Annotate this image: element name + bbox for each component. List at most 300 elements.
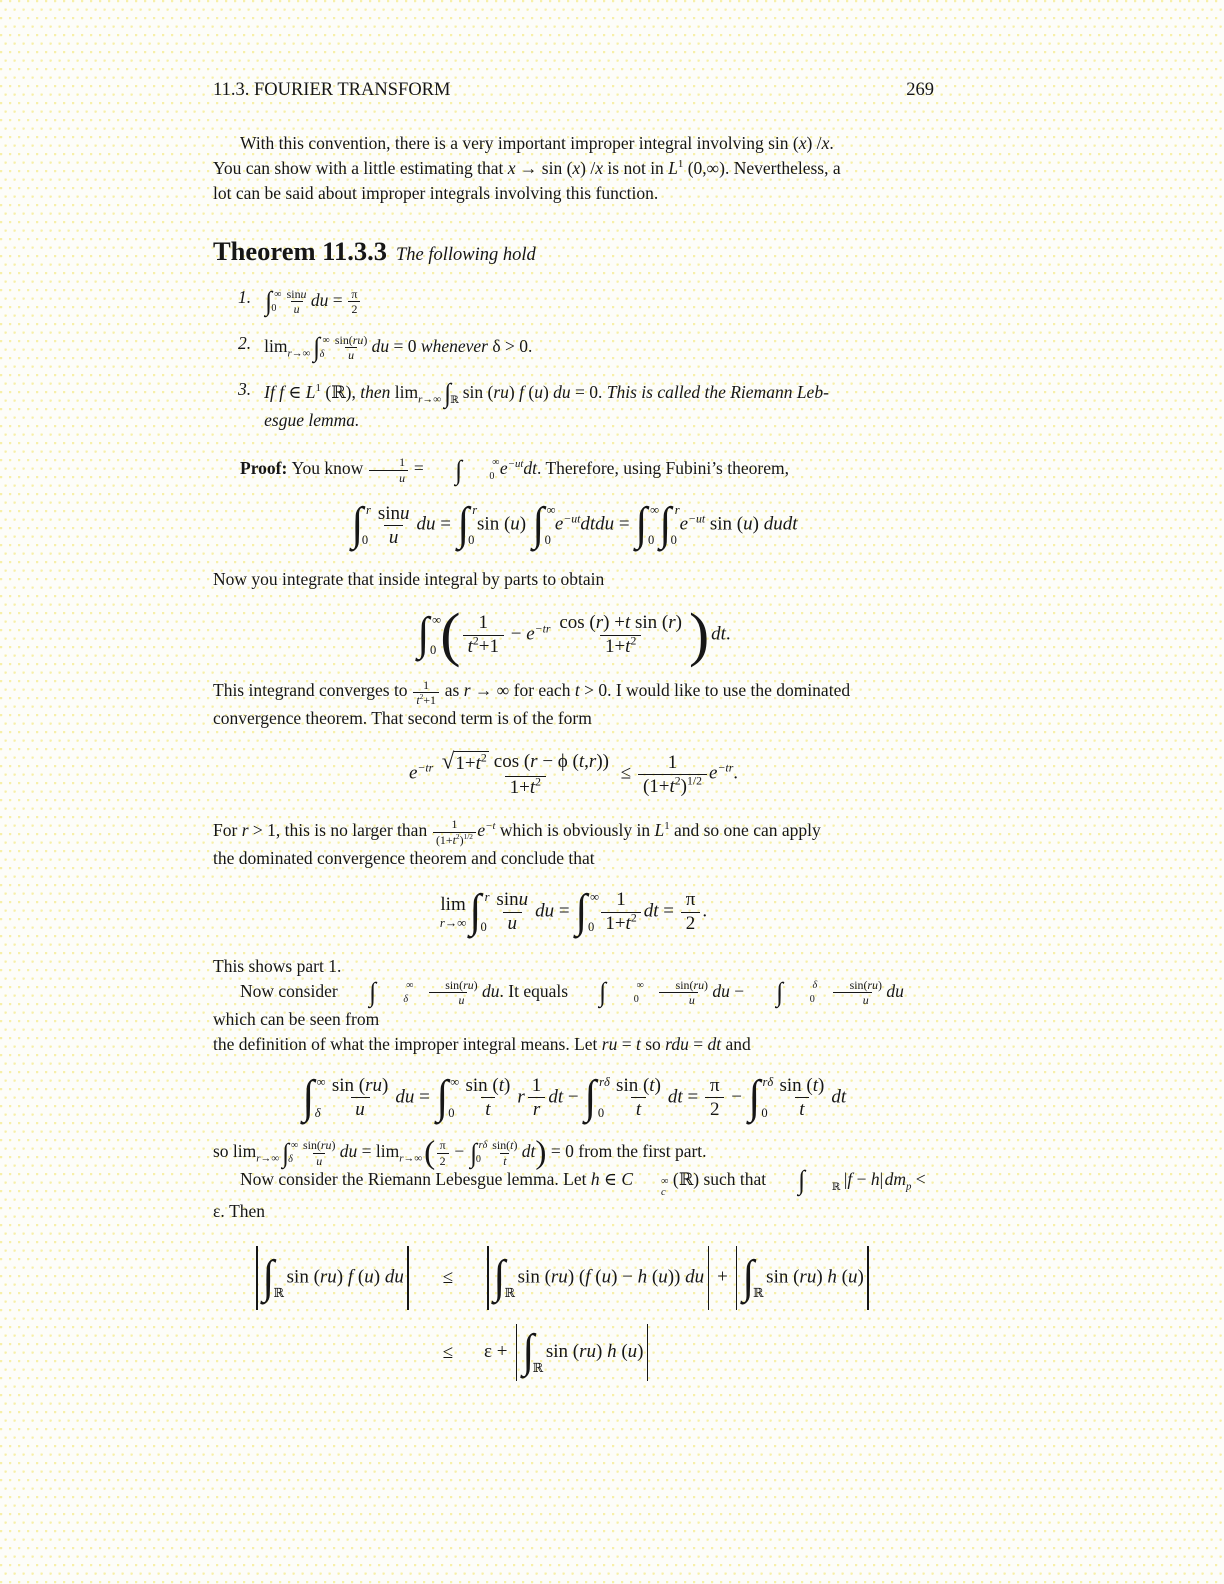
paragraph-dominated-convergence bbox=[213, 818, 934, 871]
math-var: u bbox=[364, 1266, 374, 1288]
math-text: sin ( bbox=[286, 1266, 320, 1288]
math-var: du bbox=[395, 1086, 415, 1108]
math-text: ∈ bbox=[599, 1169, 622, 1190]
integral-sign: ∫ bbox=[635, 499, 648, 551]
math-text: → ∞ for each bbox=[470, 680, 575, 701]
text-line bbox=[213, 678, 934, 706]
math-var: ru bbox=[579, 1341, 597, 1363]
math-text: − bbox=[505, 623, 527, 645]
math-var: f bbox=[347, 1266, 354, 1288]
math-var: t bbox=[529, 777, 536, 799]
superscript: −ut bbox=[688, 512, 706, 526]
math-var: u bbox=[400, 502, 410, 524]
math-text: = bbox=[554, 900, 575, 922]
paragraph-text: This shows part 1. bbox=[213, 955, 342, 976]
math-text: 1 bbox=[399, 455, 406, 470]
math-var: r bbox=[588, 751, 597, 773]
math-text: and so one can apply bbox=[669, 820, 821, 841]
integral-sign: ∫ bbox=[493, 1251, 506, 1303]
math-var: u bbox=[534, 381, 543, 402]
math-text: ) bbox=[513, 1138, 518, 1153]
math-text: sin( bbox=[334, 332, 353, 347]
integral: ∫ ℝ bbox=[742, 1251, 764, 1303]
math-text: ) ( bbox=[567, 1266, 586, 1288]
integral: ∫ ∞ δ bbox=[302, 1071, 326, 1123]
math-text: You can show with a little estimating that bbox=[213, 158, 508, 178]
superscript: −ut bbox=[507, 458, 524, 471]
item-body bbox=[264, 287, 362, 316]
math-text: ) bbox=[857, 1266, 864, 1288]
math-text: Now consider bbox=[240, 980, 343, 1001]
math-text: = bbox=[414, 1086, 435, 1108]
text-line bbox=[264, 379, 829, 408]
leq-sign: ≤ bbox=[442, 1266, 454, 1288]
math-var: u bbox=[399, 470, 406, 485]
math-text: | bbox=[879, 1169, 884, 1190]
math-var: u bbox=[743, 514, 753, 535]
math-var: x bbox=[798, 133, 807, 153]
math-var: h bbox=[870, 1169, 880, 1190]
math-text: (1+ bbox=[642, 775, 670, 797]
math-var: e bbox=[709, 763, 718, 785]
math-var: r bbox=[241, 820, 249, 841]
math-text: ) bbox=[459, 832, 464, 847]
math-var: x bbox=[572, 158, 581, 178]
fraction bbox=[820, 979, 885, 1007]
math-var: then bbox=[360, 381, 391, 402]
math-text: ) bbox=[704, 977, 709, 992]
subscript: r→∞ bbox=[399, 1152, 423, 1165]
superscript: −t bbox=[485, 820, 496, 833]
math-var: du bbox=[712, 980, 730, 1001]
math-var: x bbox=[595, 158, 604, 178]
abs-bar bbox=[516, 1324, 517, 1381]
math-text: ( bbox=[590, 1266, 602, 1288]
math-var: r bbox=[517, 1086, 525, 1108]
math-var: t bbox=[467, 636, 473, 658]
math-var: dudt bbox=[763, 514, 798, 535]
math-var: e bbox=[679, 514, 689, 535]
math-var: dt bbox=[521, 1141, 536, 1162]
math-text: > 1, this is no larger than bbox=[248, 820, 432, 841]
integral-sign: ∫ bbox=[470, 1137, 477, 1168]
big-paren: ( bbox=[424, 1134, 436, 1172]
text-line bbox=[213, 1134, 934, 1172]
theorem-items bbox=[238, 287, 934, 434]
integral-sign: ∫ bbox=[797, 1165, 805, 1196]
integral-sign: ∫ bbox=[313, 332, 321, 363]
math-text: so lim bbox=[213, 1141, 257, 1162]
math-var: t bbox=[812, 1074, 819, 1096]
big-paren: ( bbox=[440, 601, 461, 669]
item-number: 2. bbox=[238, 332, 252, 353]
superscript: −tr bbox=[717, 761, 734, 775]
math-text: ) bbox=[331, 1138, 336, 1153]
math-var: ru bbox=[799, 1266, 817, 1288]
math-var: u bbox=[458, 993, 465, 1008]
fraction bbox=[492, 890, 533, 934]
item-body bbox=[264, 333, 532, 362]
math-var: ru bbox=[319, 1266, 337, 1288]
math-text: )) bbox=[596, 751, 609, 773]
math-text: sin ( bbox=[766, 1266, 800, 1288]
math-text: sin ( bbox=[779, 1074, 813, 1096]
math-var: t bbox=[503, 1153, 507, 1168]
square-root bbox=[441, 748, 489, 774]
math-var: x bbox=[507, 158, 516, 178]
integral: ∫ r 0 bbox=[351, 499, 371, 551]
math-var: x bbox=[821, 133, 830, 153]
math-text: − bbox=[729, 980, 749, 1001]
math-text: = bbox=[435, 514, 456, 535]
paragraph-text: Now you integrate that inside integral by parts to obtain bbox=[213, 568, 605, 589]
math-text: ) bbox=[675, 612, 682, 634]
math-var: du bbox=[553, 381, 571, 402]
math-text: ( bbox=[353, 1266, 365, 1288]
math-text: = bbox=[682, 1086, 703, 1108]
integral-sign: ∫ bbox=[302, 1071, 315, 1123]
math-text: which can be seen from bbox=[213, 1008, 380, 1029]
math-text: = 0 from the first part. bbox=[546, 1141, 707, 1162]
item-number: 3. bbox=[238, 378, 252, 399]
math-text: 1 bbox=[531, 1074, 542, 1096]
integral: ∫ ∞ 0 bbox=[429, 457, 498, 484]
math-text: (ℝ) such that bbox=[668, 1169, 771, 1190]
text-line bbox=[213, 706, 934, 731]
integral-sign: ∫ bbox=[455, 454, 463, 485]
math-text: . bbox=[733, 763, 739, 785]
math-var: u bbox=[518, 889, 529, 911]
math-var: dt bbox=[831, 1086, 847, 1108]
theorem-item-3 bbox=[238, 379, 934, 435]
math-text: ) bbox=[363, 332, 368, 347]
integral: ∫ ∞ 0 bbox=[575, 886, 600, 938]
math-text: as bbox=[440, 680, 464, 701]
math-var: e bbox=[499, 458, 508, 479]
math-var: ru bbox=[693, 977, 705, 992]
math-var: u bbox=[300, 287, 307, 302]
math-text: (ℝ), bbox=[320, 381, 361, 402]
fraction bbox=[332, 334, 370, 362]
paragraph-integrand-converges bbox=[213, 678, 934, 731]
superscript: 1 bbox=[677, 158, 684, 171]
math-var: ru bbox=[867, 977, 878, 992]
integral: ∫ ∞ 0 bbox=[635, 499, 660, 551]
theorem-item-2 bbox=[238, 333, 934, 362]
integral-sign: ∫ bbox=[351, 499, 363, 551]
math-text: ( bbox=[836, 1266, 848, 1288]
integral: ∫ ℝ bbox=[493, 1251, 516, 1303]
paragraph-part1 bbox=[213, 954, 934, 979]
math-var: r bbox=[595, 612, 604, 634]
math-var: h bbox=[590, 1169, 600, 1190]
math-text: 1 bbox=[667, 751, 678, 773]
math-var: r bbox=[668, 612, 676, 634]
paragraph-so-lim bbox=[213, 1134, 934, 1172]
fraction bbox=[437, 1139, 449, 1167]
fraction bbox=[413, 679, 439, 707]
superscript: 1/2 bbox=[463, 831, 473, 841]
math-text: With this convention, there is a very important improper integral involving sin ( bbox=[240, 133, 799, 153]
fraction bbox=[300, 1139, 338, 1167]
math-text: cos ( bbox=[489, 751, 531, 773]
integral: ∫ r 0 bbox=[457, 499, 478, 551]
math-var: du bbox=[482, 980, 500, 1001]
math-text: = bbox=[688, 1033, 708, 1054]
fraction bbox=[601, 890, 642, 934]
math-var: t bbox=[624, 612, 631, 634]
math-text: 1 bbox=[616, 889, 626, 911]
integral: ∫ r 0 bbox=[469, 886, 490, 938]
math-var: dt bbox=[667, 1086, 683, 1108]
math-text: sin ( bbox=[477, 514, 511, 535]
math-text: ) bbox=[637, 1341, 644, 1363]
math-text: sin( bbox=[303, 1138, 321, 1153]
math-var: h bbox=[827, 1266, 837, 1288]
math-text: ) / bbox=[806, 133, 822, 153]
abs-bar bbox=[487, 1246, 488, 1311]
math-var: u bbox=[507, 913, 518, 935]
math-text: π bbox=[709, 1074, 720, 1096]
paragraph-now-consider bbox=[213, 979, 934, 1057]
superscript: 2 bbox=[419, 691, 424, 701]
math-text: = lim bbox=[357, 1141, 400, 1162]
math-text: sin( bbox=[492, 1138, 511, 1153]
display-equation-limit bbox=[213, 886, 934, 938]
integral-sign: ∫ bbox=[584, 1071, 597, 1123]
math-text: This integrand converges to bbox=[213, 680, 412, 701]
math-var: t bbox=[510, 1138, 514, 1153]
integral-sign: ∫ bbox=[748, 1071, 761, 1123]
fraction bbox=[489, 1139, 520, 1167]
math-var: u bbox=[601, 1266, 612, 1288]
math-text: ) bbox=[818, 1074, 825, 1096]
superscript: 1/2 bbox=[686, 774, 703, 788]
math-text: . bbox=[829, 133, 834, 153]
fraction bbox=[461, 1076, 515, 1120]
math-text: sin ( bbox=[462, 381, 494, 402]
math-text: convergence theorem. That second term is of the form bbox=[213, 708, 592, 729]
math-text: ) bbox=[654, 1074, 661, 1096]
fraction bbox=[284, 288, 310, 316]
fraction bbox=[463, 613, 504, 657]
math-var: t bbox=[416, 692, 420, 707]
paragraph-proof bbox=[213, 456, 934, 484]
abs-bar bbox=[708, 1246, 709, 1311]
math-var: u bbox=[688, 993, 695, 1008]
integral-sign: ∫ bbox=[457, 499, 470, 551]
integral: ∫ ∞ 0 bbox=[417, 608, 442, 660]
math-text: 2 bbox=[709, 1098, 720, 1120]
math-text: . bbox=[702, 900, 708, 922]
superscript: −tr bbox=[417, 761, 434, 775]
math-var: f bbox=[585, 1266, 591, 1288]
math-var: If f bbox=[264, 381, 285, 402]
bold-text: Proof: bbox=[240, 458, 292, 479]
math-text: lim bbox=[264, 335, 288, 356]
text-line bbox=[213, 131, 934, 156]
math-text: , bbox=[584, 751, 589, 773]
leq-sign: ≤ bbox=[442, 1341, 454, 1363]
math-text: ) bbox=[381, 1074, 389, 1096]
math-text: > 0. I would like to use the dominated bbox=[579, 680, 851, 701]
fraction bbox=[681, 890, 700, 934]
math-text: sin ( bbox=[630, 612, 669, 634]
math-text: ) bbox=[508, 381, 520, 402]
integral: ∫ ∞ 0 bbox=[436, 1071, 460, 1123]
integral: ∫ ∞ δ bbox=[343, 979, 412, 1006]
subscript: r→∞ bbox=[418, 393, 441, 406]
math-var: du bbox=[384, 1266, 404, 1288]
fraction bbox=[348, 288, 360, 316]
integral-sign: ∫ bbox=[659, 499, 672, 551]
display-equation-substitution bbox=[213, 1071, 934, 1123]
math-text: Now consider the Riemann Lebesgue lemma. Let bbox=[240, 1169, 591, 1190]
math-var: This is called the Riemann Leb- bbox=[606, 381, 829, 402]
page-number: 269 bbox=[906, 80, 934, 100]
math-var: t bbox=[669, 775, 675, 797]
math-var: u bbox=[847, 1266, 858, 1288]
fraction bbox=[611, 1076, 665, 1120]
text-line bbox=[213, 979, 934, 1032]
math-var: ru bbox=[352, 332, 364, 347]
fraction bbox=[373, 504, 414, 548]
fraction bbox=[775, 1076, 829, 1120]
math-text: − bbox=[852, 1169, 871, 1190]
math-text: ) / bbox=[580, 158, 596, 178]
integral-sign: ∫ bbox=[265, 286, 273, 317]
superscript: 2 bbox=[630, 912, 637, 926]
inequality-rhs bbox=[484, 1324, 872, 1381]
math-text: sin bbox=[377, 502, 401, 524]
page-header bbox=[213, 80, 934, 101]
math-var: e bbox=[408, 763, 418, 785]
integral: ∫ ∞ 0 bbox=[532, 499, 556, 551]
math-var: ru bbox=[463, 977, 474, 992]
integral: ∫ ∞ δ bbox=[313, 332, 330, 363]
text-line bbox=[213, 456, 934, 484]
integral-sign: ∫ bbox=[775, 977, 783, 1008]
math-var: r bbox=[463, 680, 471, 701]
fraction bbox=[555, 613, 687, 657]
abs-bar bbox=[867, 1246, 868, 1311]
math-text: ) bbox=[542, 381, 554, 402]
radical-sign: √ bbox=[441, 748, 455, 774]
math-text: δ > 0. bbox=[487, 335, 533, 356]
math-var: dm bbox=[884, 1169, 906, 1190]
math-text: ∈ bbox=[284, 381, 306, 402]
math-var: u bbox=[316, 1153, 323, 1168]
fraction bbox=[437, 748, 614, 799]
math-text: sin ( bbox=[616, 1074, 650, 1096]
display-equation-bound bbox=[213, 748, 934, 799]
math-text: π bbox=[439, 1138, 446, 1153]
math-var: whenever bbox=[420, 335, 488, 356]
math-text: ) bbox=[596, 1341, 608, 1363]
theorem-item-1 bbox=[238, 287, 934, 316]
display-equation-fubini bbox=[213, 499, 934, 551]
theorem-heading bbox=[213, 236, 934, 267]
math-var: t bbox=[625, 913, 631, 935]
item-body bbox=[264, 379, 829, 435]
math-text: sin ( bbox=[465, 1074, 499, 1096]
math-text: ) bbox=[752, 514, 764, 535]
text-line bbox=[213, 1199, 934, 1224]
math-text: (0,∞). Nevertheless, a bbox=[683, 158, 841, 178]
text-line bbox=[213, 1032, 934, 1057]
display-equation-by-parts bbox=[213, 601, 934, 669]
superscript: 2 bbox=[674, 774, 681, 788]
math-text: ) − bbox=[611, 1266, 638, 1288]
fraction bbox=[433, 818, 476, 846]
abs-bar bbox=[736, 1246, 737, 1311]
paragraph-integrate-by-parts bbox=[213, 567, 934, 592]
math-text: ( bbox=[616, 1341, 628, 1363]
integral-sign: ∫ bbox=[417, 608, 430, 660]
integral-sign: ∫ bbox=[575, 886, 588, 938]
theorem-title: Theorem 11.3.3 bbox=[213, 236, 387, 266]
math-var: dt bbox=[548, 1086, 564, 1108]
math-var: L bbox=[668, 158, 678, 178]
math-var: dt bbox=[707, 1033, 722, 1054]
math-var: du bbox=[685, 1266, 705, 1288]
math-var: h bbox=[607, 1341, 617, 1363]
math-text: ( bbox=[523, 381, 535, 402]
math-var: u bbox=[388, 526, 399, 548]
superscript: 2 bbox=[535, 775, 542, 789]
integral: ∫ ℝ bbox=[262, 1251, 285, 1303]
math-text: = bbox=[658, 900, 679, 922]
math-text: sin ( bbox=[705, 514, 744, 535]
math-var: e bbox=[526, 623, 535, 645]
math-var: f bbox=[519, 381, 524, 402]
integral: ∫ δ 0 bbox=[750, 979, 817, 1006]
math-var: du bbox=[416, 514, 436, 535]
integral-sign: ∫ bbox=[522, 1326, 534, 1378]
math-var: r bbox=[532, 1098, 541, 1120]
math-var: t bbox=[635, 1098, 642, 1120]
big-paren: ) bbox=[688, 601, 710, 669]
math-var: L bbox=[305, 381, 316, 402]
math-text: sin ( bbox=[545, 1341, 580, 1363]
superscript: −ut bbox=[563, 512, 581, 526]
math-var: dt bbox=[643, 900, 659, 922]
text-line bbox=[213, 1167, 934, 1199]
math-text: You know bbox=[291, 458, 368, 479]
math-var: dt bbox=[711, 623, 726, 645]
fraction bbox=[638, 753, 707, 797]
superscript: 1 bbox=[664, 820, 670, 833]
math-text: π bbox=[685, 889, 696, 911]
math-var: u bbox=[658, 1266, 668, 1288]
math-text: ) bbox=[336, 1266, 348, 1288]
math-var: t bbox=[574, 680, 580, 701]
math-text: − bbox=[450, 1141, 469, 1162]
integral: ∫ ℝ bbox=[522, 1326, 544, 1378]
math-text: 2 bbox=[439, 1153, 446, 1168]
integral: ∫ rδ 0 bbox=[470, 1137, 488, 1168]
text-line bbox=[213, 181, 934, 206]
math-text: 1+ bbox=[604, 636, 626, 658]
integral: ∫ ∞ 0 bbox=[265, 286, 282, 317]
superscript: −tr bbox=[534, 622, 551, 636]
superscript: 1 bbox=[315, 382, 321, 395]
superscript: 2 bbox=[472, 634, 479, 648]
math-text: ) bbox=[519, 514, 531, 535]
math-text: the dominated convergence theorem and conclude that bbox=[213, 848, 595, 869]
text-line bbox=[264, 407, 829, 434]
item-number: 1. bbox=[238, 287, 252, 307]
